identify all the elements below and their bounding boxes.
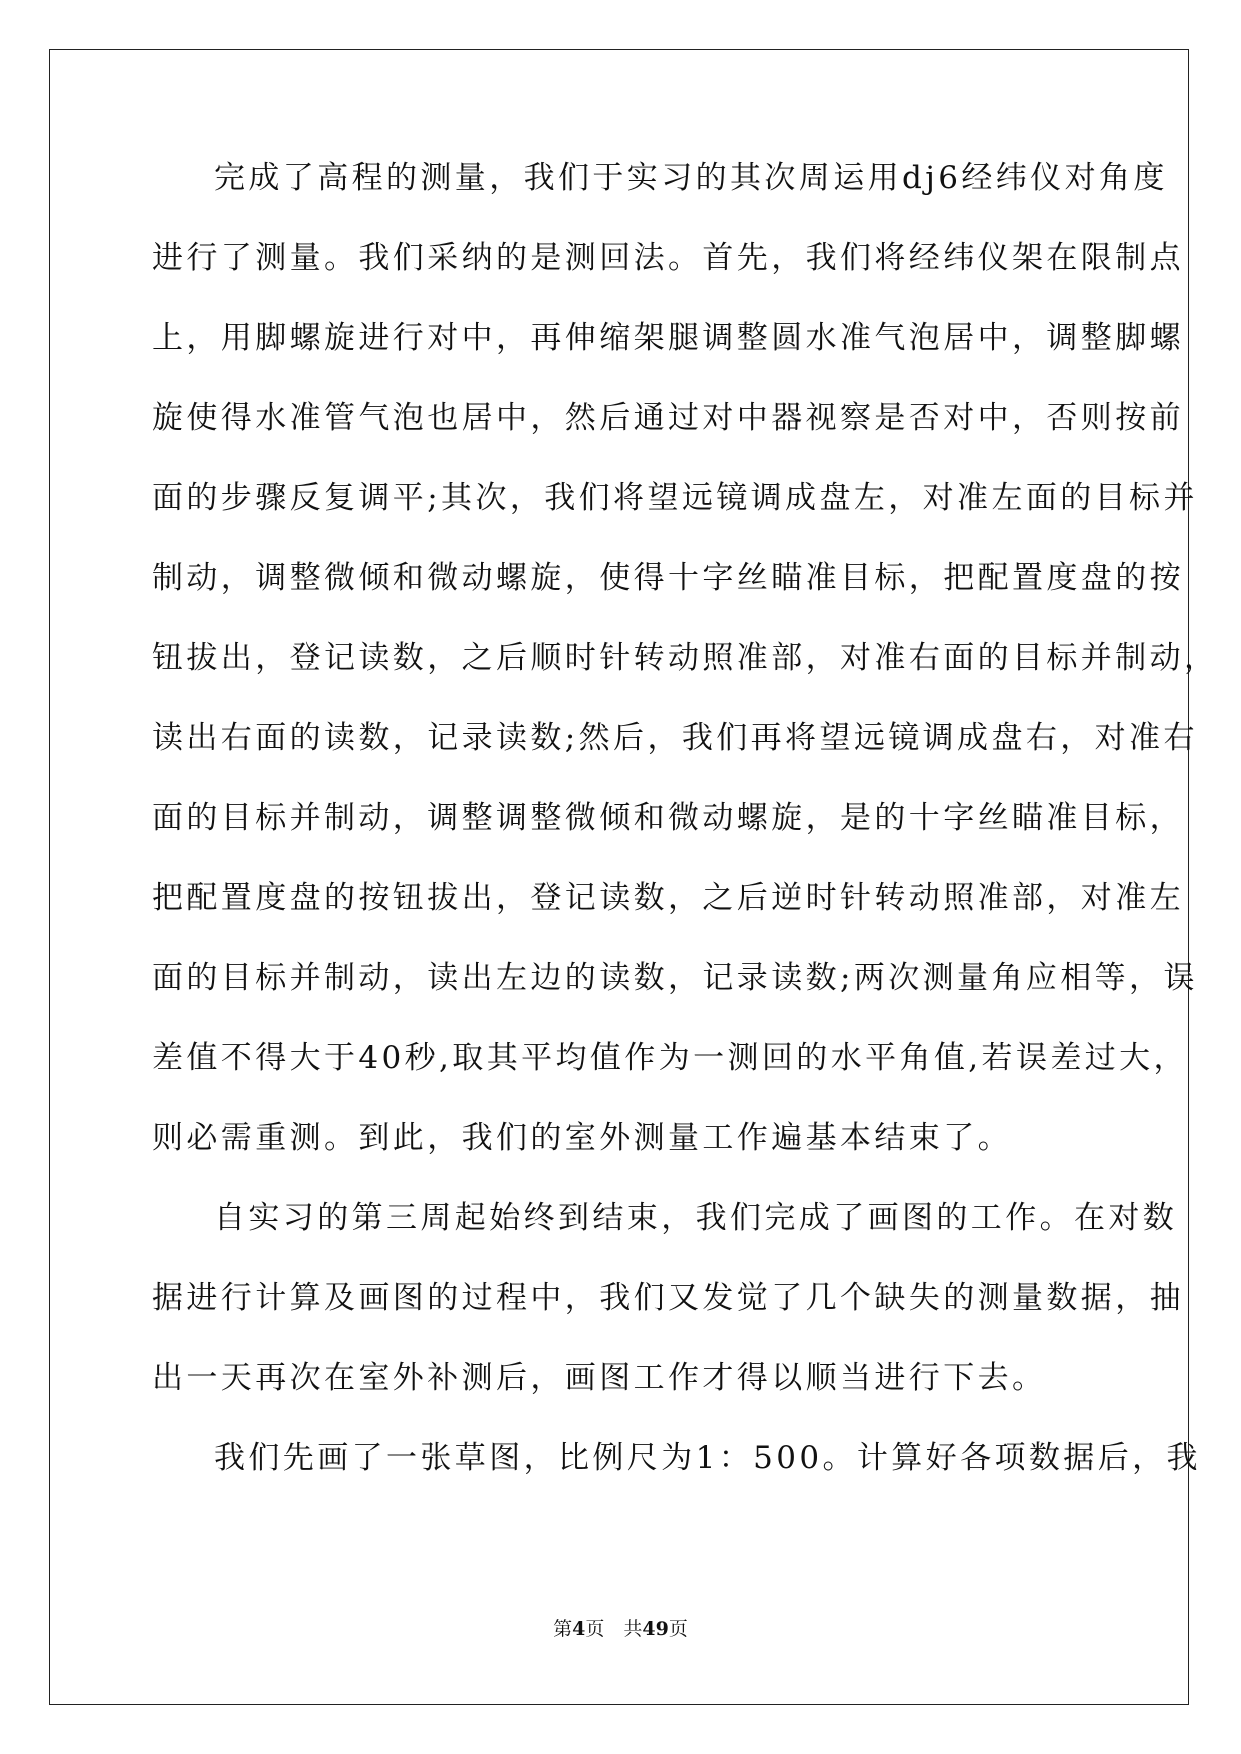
text-line: 面的目标并制动，调整调整微倾和微动螺旋，是的十字丝瞄准目标， [152,800,1184,836]
text-line: 钮拔出，登记读数，之后顺时针转动照准部，对准右面的目标并制动， [152,640,1219,676]
text-line: 面的步骤反复调平;其次，我们将望远镜调成盘左，对准左面的目标并 [152,480,1198,516]
total-page-count: 49 [642,1618,669,1640]
current-page-number: 4 [572,1618,586,1640]
text-line: 把配置度盘的按钮拔出，登记读数，之后逆时针转动照准部，对准左 [152,880,1184,916]
footer-prefix: 第 [553,1618,573,1640]
text-line: 出一天再次在室外补测后，画图工作才得以顺当进行下去。 [152,1360,1047,1396]
text-line: 我们先画了一张草图，比例尺为1：500。计算好各项数据后，我 [214,1440,1201,1476]
text-line: 完成了高程的测量，我们于实习的其次周运用dj6经纬仪对角度 [214,160,1168,196]
paragraph [152,1200,1184,1440]
text-line: 进行了测量。我们采纳的是测回法。首先，我们将经纬仪架在限制点 [152,240,1184,276]
text-line: 据进行计算及画图的过程中，我们又发觉了几个缺失的测量数据，抽 [152,1280,1184,1316]
footer-suffix: 页 [668,1618,688,1640]
text-line: 差值不得大于40秒,取其平均值作为一测回的水平角值,若误差过大， [152,1040,1188,1076]
page-footer [0,1614,1241,1641]
text-line: 则必需重测。到此，我们的室外测量工作遍基本结束了。 [152,1120,1012,1156]
text-line: 制动，调整微倾和微动螺旋，使得十字丝瞄准目标，把配置度盘的按 [152,560,1184,596]
document-body [152,160,1219,1520]
text-line: 自实习的第三周起始终到结束，我们完成了画图的工作。在对数 [214,1200,1178,1236]
text-line: 读出右面的读数，记录读数;然后，我们再将望远镜调成盘右，对准右 [152,720,1198,756]
footer-middle: 页 共 [585,1618,643,1640]
paragraph [152,1440,1201,1520]
paragraph [152,160,1219,1200]
text-line: 旋使得水准管气泡也居中，然后通过对中器视察是否对中，否则按前 [152,400,1184,436]
text-line: 上，用脚螺旋进行对中，再伸缩架腿调整圆水准气泡居中，调整脚螺 [152,320,1184,356]
text-line: 面的目标并制动，读出左边的读数，记录读数;两次测量角应相等，误 [152,960,1198,996]
